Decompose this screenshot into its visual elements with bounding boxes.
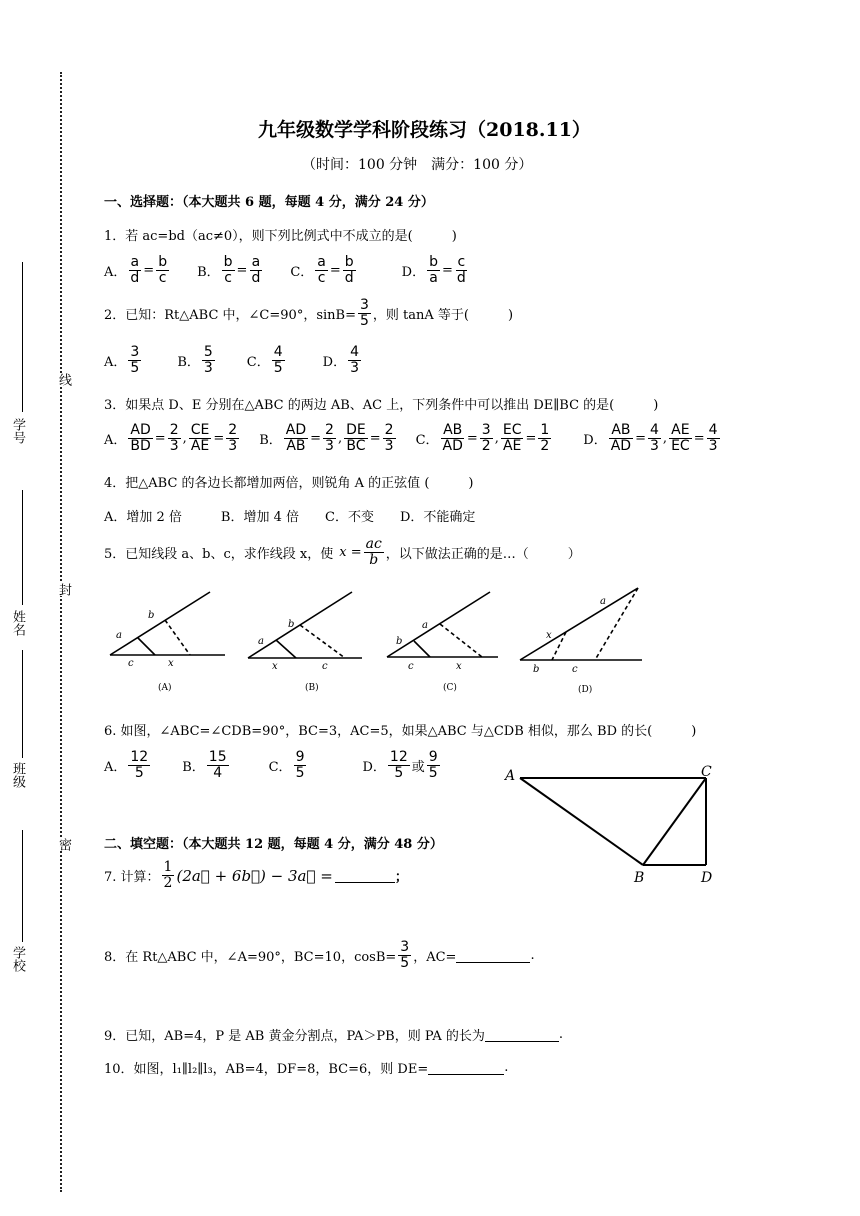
q2-option-a-label: A． <box>104 355 127 370</box>
q2-option-d-frac <box>348 345 361 376</box>
section-1-heading: 一、选择题：（本大题共 6 题，每题 4 分，满分 24 分） <box>104 195 434 210</box>
q1-b-num1: b <box>223 254 233 270</box>
q1-d-den1: a <box>429 270 438 286</box>
q3-d-frac1-num: AB <box>611 422 631 438</box>
margin-class-underline <box>22 650 23 758</box>
margin-id-label: 学号 <box>10 418 25 444</box>
q6-option-d-or: 或 <box>411 760 425 775</box>
q3-c-frac2-num: EC <box>502 422 522 438</box>
q7-frac-num: 1 <box>163 859 173 875</box>
q3-c-ratio1-num: 3 <box>481 422 491 438</box>
seal-feng-label: 封 <box>56 583 71 596</box>
q6-b-num: 15 <box>208 749 227 765</box>
q1-option-a-frac2 <box>156 255 169 286</box>
q1-c-den1: c <box>317 270 326 286</box>
q2-d-den: 3 <box>350 360 360 376</box>
q9-stem <box>104 1025 563 1044</box>
q6-options <box>104 750 442 781</box>
q6-c-num: 9 <box>295 749 305 765</box>
q6-option-c-frac <box>294 750 307 781</box>
q3-a-ratio2-num: 2 <box>228 422 238 438</box>
q1-b-num2: a <box>251 254 261 270</box>
binding-dotted-line <box>60 72 62 1192</box>
q5-fig-a-label-c: c <box>128 658 134 669</box>
q5-fig-c-label-b: b <box>396 636 403 647</box>
q10-end: . <box>504 1060 509 1075</box>
q3-a-ratio1-den: 3 <box>169 438 179 454</box>
q3-option-b-label: B． <box>259 433 282 448</box>
q8-cosb-den: 5 <box>400 955 410 971</box>
q5-figures <box>100 580 660 700</box>
q1-options: A． $\frac{a}{d}$ = $\frac{b}{c}$ B． $\frac{b}{c}$ = $\frac{a}{d}$ C． $\frac{a}{c}$ = $\frac{b}{d}$ D． $\frac{b}{a}$ = $\frac{c}{d}$ <box>104 254 466 286</box>
q10-stem <box>104 1058 508 1077</box>
q3-a-ratio2 <box>226 423 239 454</box>
q3-c-ratio2-den: 2 <box>540 438 550 454</box>
q1-a-den2: c <box>158 270 167 286</box>
q9-answer-blank[interactable] <box>485 1027 559 1042</box>
q3-option-c-label: C． <box>415 433 439 448</box>
q1-option-d-label: D． <box>401 265 426 280</box>
q3-d-frac2-den: EC <box>671 438 690 454</box>
page-subtitle: （时间：100 分钟 满分：100 分） <box>302 157 533 173</box>
q1-option-a-frac1 <box>128 255 141 286</box>
q9-end: . <box>558 1027 564 1042</box>
q3-b-ratio2-num: 2 <box>384 422 394 438</box>
q8-cosb-frac <box>398 940 411 971</box>
q8-end: . <box>530 948 535 963</box>
q6-a-den: 5 <box>134 765 144 781</box>
q2-a-den: 5 <box>130 360 140 376</box>
margin-school-underline <box>22 830 23 942</box>
q2-b-den: 3 <box>203 360 213 376</box>
q2-option-c-label: C． <box>246 355 270 370</box>
q3-c-frac2-den: AE <box>502 438 522 454</box>
q10-answer-blank[interactable] <box>428 1060 504 1075</box>
q5-fig-d-label-a: a <box>600 596 606 607</box>
q6-option-d-frac1 <box>388 750 410 781</box>
q3-d-frac2-num: AE <box>671 422 690 438</box>
q8-stem <box>104 940 535 971</box>
q3-stem: 3．如果点 D、E 分别在△ABC 的两边 AB、AC 上，下列条件中可以推出 DE∥BC 的是( ) <box>104 398 659 413</box>
q5-frac-num: ac <box>365 536 382 552</box>
q3-a-ratio2-den: 3 <box>228 438 238 454</box>
q8-stem-b: ，AC= <box>413 950 457 965</box>
q3-c-ratio1 <box>480 423 493 454</box>
margin-school-label: 学校 <box>10 946 25 972</box>
q1-option-d-frac1 <box>427 255 440 286</box>
q1-option-d-frac2 <box>455 255 468 286</box>
q3-options: A． $\frac{AD}{BD}$ = $\frac{2}{3}$ , $\frac{CE}{AE}$ = $\frac{2}{3}$ B． $\frac{AD}{AB}$ = $\frac{2}{3}$ , $\frac{DE}{BC}$ = $\frac{2}{3}$ C． $\frac{AB}{AD}$ = $\frac{3}{2}$ , $\frac{EC}{AE}$ = $\frac{1}{2}$ D． $\frac{AB}{AD}$ = $\frac{4}{3}$ , $\frac{AE}{EC}$ = $\frac{4}{3}$ <box>104 422 718 454</box>
q3-d-ratio1-num: 4 <box>650 422 659 438</box>
q3-b-ratio2-den: 3 <box>384 438 394 454</box>
q5-figure-a <box>110 592 225 655</box>
q1-a-num1: a <box>130 254 140 270</box>
q3-b-ratio1 <box>323 423 336 454</box>
q3-d-ratio2-num: 4 <box>708 422 718 438</box>
q3-b-frac2-num: DE <box>346 422 366 438</box>
q2-stem-a: 2．已知：Rt△ABC 中，∠C=90°，sinB= <box>104 308 356 323</box>
q2-sinb-frac <box>358 298 371 329</box>
q5-stem-b: ，以下做法正确的是…（ ） <box>385 547 581 562</box>
q3-a-frac2 <box>189 423 212 454</box>
q3-a-frac2-num: CE <box>190 422 210 438</box>
q3-b-frac2-den: BC <box>346 438 366 454</box>
seal-mi-label: 密 <box>56 838 71 851</box>
q3-c-frac1-den: AD <box>442 438 463 454</box>
q3-c-frac2 <box>501 423 524 454</box>
q9-stem-text: 9．已知，AB=4，P 是 AB 黄金分割点，PA＞PB，则 PA 的长为 <box>104 1029 485 1044</box>
q2-sinb-num: 3 <box>359 297 369 313</box>
q5-fig-d-label-x: x <box>546 630 552 641</box>
q3-c-ratio1-den: 2 <box>481 438 491 454</box>
q3-d-frac1 <box>609 423 633 454</box>
q1-d-num1: b <box>429 254 438 270</box>
q2-sinb-den: 5 <box>359 313 369 329</box>
seal-xian-label: 线 <box>56 373 71 386</box>
q3-a-frac1-num: AD <box>130 422 151 438</box>
q7-stem-label: 7. 计算： <box>104 870 160 885</box>
q6-option-d-frac2 <box>427 750 440 781</box>
q3-a-ratio1 <box>168 423 181 454</box>
q5-figure-b <box>248 592 362 658</box>
q10-stem-text: 10．如图，l₁∥l₂∥l₃，AB=4，DF=8，BC=6，则 DE= <box>104 1062 429 1077</box>
q1-b-den1: c <box>224 270 232 286</box>
q3-c-frac1-num: AB <box>443 422 463 438</box>
q3-b-ratio1-num: 2 <box>325 422 334 438</box>
q1-option-b-label: B． <box>197 265 220 280</box>
q5-eq-lhs: x = <box>339 545 362 560</box>
q8-answer-blank[interactable] <box>456 948 530 963</box>
q5-stem-a: 5．已知线段 a、b、c，求作线段 x，使 <box>104 547 334 562</box>
q2-stem-b: ，则 tanA 等于( ) <box>372 308 514 323</box>
q2-option-c-frac <box>272 345 285 376</box>
margin-id-underline <box>22 262 23 412</box>
q3-a-frac2-den: AE <box>190 438 210 454</box>
q6-d-num1: 12 <box>389 749 408 765</box>
q3-d-ratio1 <box>648 423 661 454</box>
q5-fig-d-caption: (D) <box>578 685 593 695</box>
q5-fig-a-label-x: x <box>168 658 174 669</box>
q3-b-frac1 <box>284 423 308 454</box>
q2-a-num: 3 <box>130 344 140 360</box>
q5-fig-b-label-x: x <box>272 661 278 672</box>
q7-expression: (2a⃗ + 6b⃗) − 3a⃗ = <box>176 866 333 885</box>
q5-fig-c-caption: (C) <box>443 683 457 693</box>
q3-d-ratio2 <box>707 423 720 454</box>
q2-options <box>104 345 363 376</box>
q5-stem <box>104 537 581 568</box>
q6-option-a-frac <box>128 750 150 781</box>
q1-a-num2: b <box>158 254 168 270</box>
q6-option-a-label: A． <box>104 760 127 775</box>
q3-d-ratio2-den: 3 <box>708 438 718 454</box>
q6-side-bc <box>643 778 706 865</box>
q6-option-d-label: D． <box>362 760 386 775</box>
q3-d-ratio1-den: 3 <box>650 438 659 454</box>
q3-b-ratio1-den: 3 <box>325 438 334 454</box>
q7-stem <box>104 860 408 891</box>
q3-b-frac1-num: AD <box>285 422 307 438</box>
q3-b-ratio2 <box>383 423 396 454</box>
q8-stem-a: 8．在 Rt△ABC 中，∠A=90°，BC=10，cosB= <box>104 950 397 965</box>
q6-b-den: 4 <box>213 765 223 781</box>
q1-d-num2: c <box>457 254 466 270</box>
q1-c-num2: b <box>344 254 354 270</box>
q6-d-num2: 9 <box>428 749 438 765</box>
q1-d-den2: d <box>456 270 466 286</box>
q5-fig-c-label-x: x <box>456 661 462 672</box>
q5-fig-b-label-a: a <box>258 636 264 647</box>
q2-b-num: 5 <box>203 344 213 360</box>
q3-b-frac2 <box>344 423 368 454</box>
q7-end: ； <box>394 870 408 885</box>
q6-option-c-label: C． <box>268 760 292 775</box>
q1-option-c-frac2 <box>343 255 356 286</box>
q5-fig-b-label-b: b <box>288 619 295 630</box>
q1-stem: 1．若 ac=bd（ac≠0），则下列比例式中不成立的是( ) <box>104 229 457 244</box>
q2-c-den: 5 <box>273 360 283 376</box>
q2-option-b-frac <box>202 345 215 376</box>
q6-label-a: A <box>505 768 516 784</box>
q2-c-num: 4 <box>273 344 283 360</box>
q7-frac-den: 2 <box>163 875 173 891</box>
q1-option-a-label: A． <box>104 265 127 280</box>
q6-c-den: 5 <box>295 765 305 781</box>
q5-fig-c-label-c: c <box>408 661 414 672</box>
q5-figure-d <box>520 588 642 660</box>
q6-option-b-label: B． <box>182 760 205 775</box>
q5-fig-c-label-a: a <box>422 620 428 631</box>
q1-b-den2: d <box>251 270 261 286</box>
margin-class-label: 班级 <box>10 762 25 788</box>
q1-option-c-label: C． <box>290 265 314 280</box>
q6-stem: 6. 如图，∠ABC=∠CDB=90°，BC=3，AC=5，如果△ABC 与△CDB 相似，那么 BD 的长( ) <box>104 724 697 739</box>
margin-name-underline <box>22 490 23 605</box>
q6-a-num: 12 <box>130 749 149 765</box>
q5-fig-d-label-c: c <box>572 664 578 675</box>
q6-label-b: B <box>634 870 645 886</box>
q3-c-ratio2 <box>538 423 551 454</box>
q1-a-den1: d <box>130 270 140 286</box>
q4-stem: 4．把△ABC 的各边长都增加两倍，则锐角 A 的正弦值 ( ) <box>104 476 474 491</box>
q5-fig-b-caption: (B) <box>305 683 319 693</box>
q5-fig-a-label-a: a <box>116 630 122 641</box>
q6-label-c: C <box>701 764 712 780</box>
q3-option-a-label: A． <box>104 433 127 448</box>
page-title: 九年级数学学科阶段练习（2018.11） <box>258 119 591 141</box>
margin-name-label: 姓名 <box>10 610 25 636</box>
q6-option-b-frac <box>207 750 229 781</box>
q2-option-a-frac <box>128 345 141 376</box>
q6-side-ab <box>520 778 643 865</box>
q1-option-b-frac2 <box>249 255 262 286</box>
q1-option-c-frac1 <box>315 255 328 286</box>
q3-a-ratio1-num: 2 <box>169 422 179 438</box>
q5-fig-d-label-b: b <box>533 664 540 675</box>
q1-c-num1: a <box>317 254 326 270</box>
q6-label-d: D <box>701 870 713 886</box>
q2-option-d-label: D． <box>322 355 347 370</box>
q3-option-d-label: D． <box>583 433 607 448</box>
q6-d-den2: 5 <box>428 765 438 781</box>
q5-figure-c <box>387 592 498 657</box>
q2-option-b-label: B． <box>177 355 200 370</box>
q1-option-b-frac1 <box>222 255 235 286</box>
q8-cosb-num: 3 <box>400 939 410 955</box>
q3-c-ratio2-num: 1 <box>540 422 550 438</box>
q7-answer-blank[interactable] <box>335 868 395 883</box>
q6-d-den1: 5 <box>394 765 404 781</box>
q3-d-frac2 <box>669 423 692 454</box>
q3-c-frac1 <box>441 423 465 454</box>
q4-options: A．增加 2 倍 B．增加 4 倍 C．不变 D．不能确定 <box>104 510 476 525</box>
q6-figure <box>500 760 730 890</box>
q2-d-num: 4 <box>350 344 360 360</box>
q2-stem <box>104 298 513 329</box>
q3-b-frac1-den: AB <box>286 438 306 454</box>
q5-fig-b-label-c: c <box>322 661 328 672</box>
q5-frac-den: b <box>369 552 379 568</box>
q3-a-frac1-den: BD <box>130 438 151 454</box>
q7-frac <box>162 860 175 891</box>
q1-c-den2: d <box>344 270 354 286</box>
q3-a-frac1 <box>128 423 152 454</box>
q5-fig-a-label-b: b <box>148 610 155 621</box>
section-2-heading: 二、填空题：（本大题共 12 题，每题 4 分，满分 48 分） <box>104 837 443 852</box>
q5-fig-a-caption: (A) <box>158 683 172 693</box>
q5-frac <box>364 537 384 568</box>
q3-d-frac1-den: AD <box>610 438 632 454</box>
